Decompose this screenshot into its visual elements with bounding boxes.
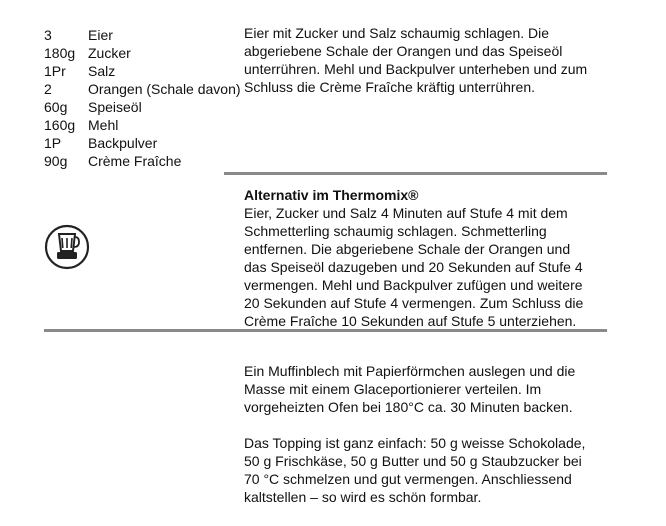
ingredient-name: Salz <box>88 63 116 79</box>
ingredient-qty: 1P <box>44 135 62 151</box>
ingredient-qty: 3 <box>44 27 52 43</box>
ingredient-name: Mehl <box>88 117 119 133</box>
ingredient-qty: 2 <box>44 81 52 97</box>
step-topping-text: Das Topping ist ganz einfach: 50 g weisse Schokolade, 50 g Frischkäse, 50 g Butter und 50 g Staubzucker bei 70 °C schmelzen und gut vermengen. Anschliessend kaltstellen – so wird es schön formbar. <box>244 435 586 505</box>
step-mixing-text: Eier mit Zucker und Salz schaumig schlagen. Die abgeriebene Schale der Orangen und das Speiseöl unterrühren. Mehl und Backpulver unterheben und zum Schluss die Crème Fraîche kräftig unterrühren. <box>244 25 588 95</box>
step-baking-text: Ein Muffinblech mit Papierförmchen auslegen und die Masse mit einem Glaceportionierer verteilen. Im vorgeheizten Ofen bei 180°C ca. 30 Minuten backen. <box>244 363 576 415</box>
thermomix-section <box>244 186 594 330</box>
ingredient-row <box>44 152 241 170</box>
divider <box>44 329 607 332</box>
divider <box>224 172 607 175</box>
ingredient-qty: 180g <box>44 45 76 61</box>
step-topping <box>244 434 594 506</box>
ingredient-name: Zucker <box>88 45 131 61</box>
ingredient-qty: 1Pr <box>44 63 66 79</box>
ingredient-list <box>44 26 241 170</box>
ingredient-name: Orangen (Schale davon) <box>88 81 241 97</box>
ingredient-qty: 60g <box>44 99 68 115</box>
thermomix-icon <box>44 224 90 270</box>
ingredient-name: Speiseöl <box>88 99 142 115</box>
step-mixing <box>244 24 594 96</box>
ingredient-row <box>44 134 241 152</box>
ingredient-qty: 90g <box>44 153 68 169</box>
ingredient-qty: 160g <box>44 117 76 133</box>
ingredient-name: Crème Fraîche <box>88 153 182 169</box>
ingredient-row <box>44 62 241 80</box>
thermomix-text: Eier, Zucker und Salz 4 Minuten auf Stufe 4 mit dem Schmetterling schaumig schlagen. Schmetterling entfernen. Die abgeriebene Schale der Orangen und das Speiseöl dazugeben und 20 Sekunden auf Stufe 4 vermengen. Mehl und Backpulver zufügen und weitere 20 Sekunden auf Stufe 4 vermengen. Zum Schluss die Crème Fraîche 10 Sekunden auf Stufe 5 unterziehen. <box>244 205 584 329</box>
ingredient-row <box>44 98 241 116</box>
thermomix-title: Alternativ im Thermomix® <box>244 187 419 203</box>
ingredient-name: Eier <box>88 27 113 43</box>
step-baking <box>244 362 594 416</box>
ingredient-row <box>44 116 241 134</box>
ingredient-row <box>44 80 241 98</box>
ingredient-row <box>44 26 241 44</box>
ingredient-name: Backpulver <box>88 135 158 151</box>
ingredient-row <box>44 44 241 62</box>
